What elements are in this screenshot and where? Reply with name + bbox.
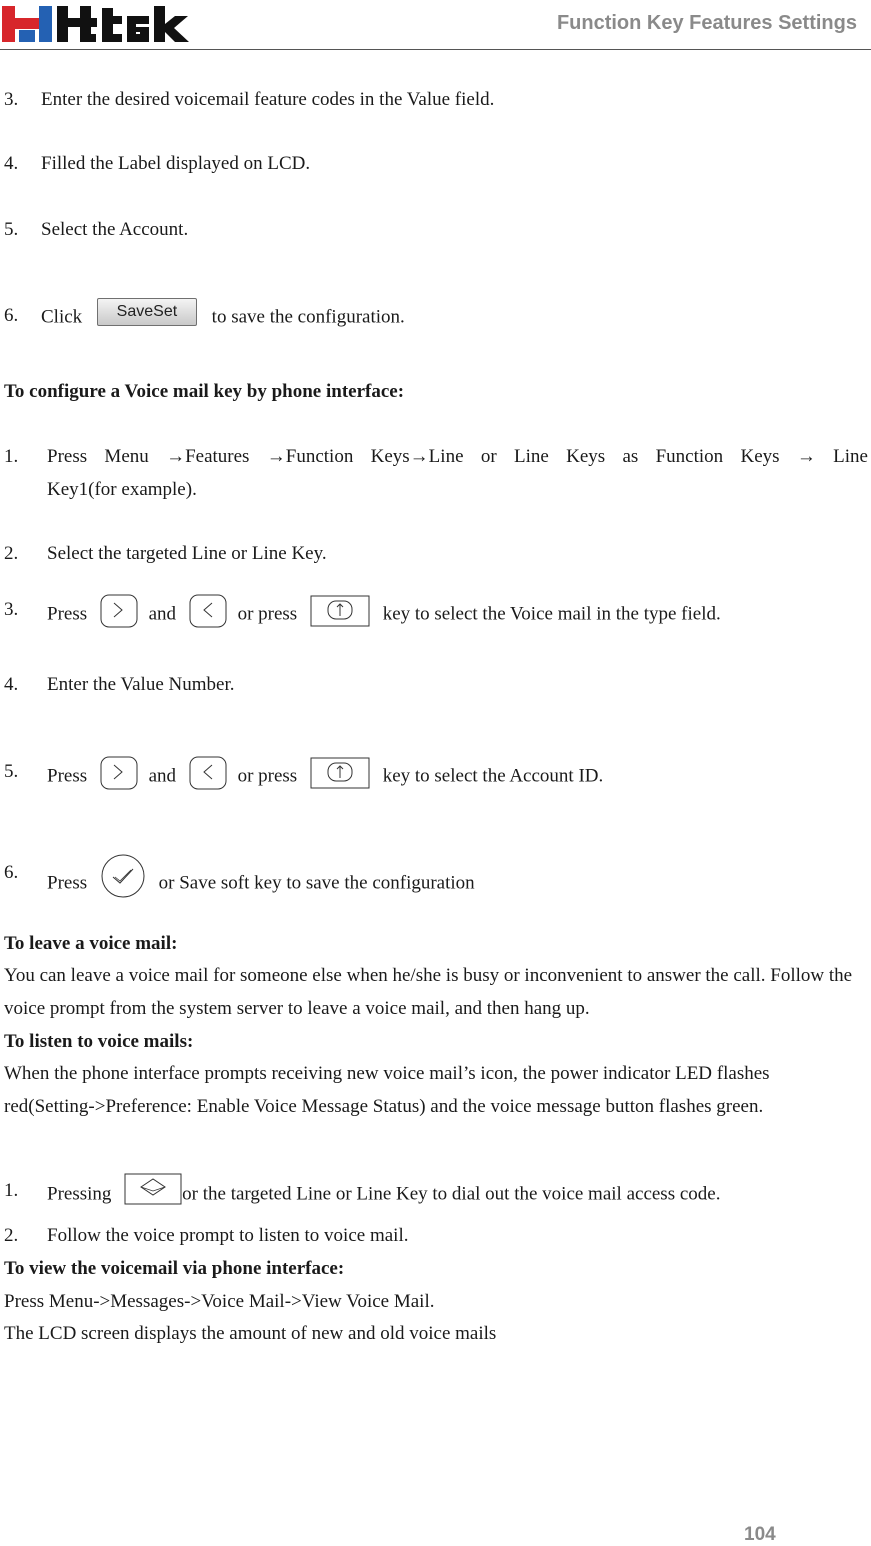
- step-text-line2: Key1(for example).: [47, 479, 197, 500]
- step-text: Enter the desired voicemail feature codes in the Value field.: [41, 89, 495, 110]
- listen-step-2: [4, 1224, 409, 1248]
- step-number: 3.: [4, 599, 19, 620]
- voicemail-key-icon[interactable]: [124, 1173, 182, 1205]
- navigation-key-icon[interactable]: [310, 757, 370, 789]
- step-text-press: Press: [47, 872, 88, 894]
- step-number: 3.: [4, 89, 19, 110]
- view-section-line2: The LCD screen displays the amount of new and old voice mails: [4, 1323, 497, 1344]
- step-text: Select the targeted Line or Line Key.: [47, 543, 327, 564]
- step-text-or-press: or press: [237, 603, 298, 625]
- step-text-post: to save the configuration.: [211, 306, 405, 328]
- step-number: 4.: [4, 153, 19, 174]
- htek-logo: [2, 4, 194, 44]
- step-text: Filled the Label displayed on LCD.: [41, 153, 311, 174]
- phone-step-2: [4, 542, 327, 566]
- step-text-and: and: [148, 765, 177, 787]
- step-number: 6.: [4, 862, 19, 883]
- phone-step-6: [4, 861, 475, 894]
- listen-section-body: When the phone interface prompts receiving new voice mail’s icon, the power indicator LED flashes red(Setting->Preference: Enable Voice Message Status) and the voice message button flashes green.: [4, 1063, 770, 1117]
- step-text-press: Press: [47, 603, 88, 625]
- phone-step-5: [4, 760, 604, 787]
- right-arrow-key-icon[interactable]: [100, 594, 138, 628]
- web-step-5: [4, 218, 189, 242]
- step-number: 5.: [4, 219, 19, 240]
- step-number: 6.: [4, 305, 19, 326]
- web-step-4: [4, 152, 311, 176]
- step-number: 1.: [4, 1180, 19, 1201]
- step-text-and: and: [148, 603, 177, 625]
- phone-step-1: [4, 445, 868, 469]
- saveset-button[interactable]: SaveSet: [97, 298, 197, 326]
- page-number: 104: [744, 1524, 776, 1545]
- step-text-post: key to select the Voice mail in the type field.: [382, 603, 721, 625]
- leave-section-body: You can leave a voice mail for someone else when he/she is busy or inconvenient to answer the call. Follow the voice prompt from the system server to leave a voice mail, and then hang up.: [4, 965, 853, 1019]
- phone-step-4: [4, 673, 235, 697]
- step-text-post: or the targeted Line or Line Key to dial out the voice mail access code.: [182, 1183, 721, 1205]
- listen-section-heading: To listen to voice mails:: [4, 1031, 194, 1052]
- phone-section-heading: To configure a Voice mail key by phone interface:: [4, 381, 405, 402]
- step-text-post: key to select the Account ID.: [382, 765, 604, 787]
- step-number: 2.: [4, 543, 19, 564]
- ok-checkmark-key-icon[interactable]: [100, 853, 146, 899]
- listen-step-1: [4, 1179, 721, 1205]
- left-arrow-key-icon[interactable]: [189, 756, 227, 790]
- step-text-pre: Pressing: [47, 1183, 112, 1205]
- page-header: [0, 0, 871, 50]
- navigation-key-icon[interactable]: [310, 595, 370, 627]
- right-arrow-key-icon[interactable]: [100, 756, 138, 790]
- step-text: Enter the Value Number.: [47, 674, 235, 695]
- step-text: Select the Account.: [41, 219, 189, 240]
- step-text: Follow the voice prompt to listen to voice mail.: [47, 1225, 409, 1246]
- header-title: Function Key Features Settings: [556, 12, 857, 34]
- web-step-6: [4, 303, 405, 328]
- step-text-press: Press: [47, 765, 88, 787]
- step-text-post: or Save soft key to save the configuration: [158, 872, 475, 894]
- step-number: 1.: [4, 446, 19, 467]
- view-section-heading: To view the voicemail via phone interface:: [4, 1258, 345, 1279]
- view-section-line1: Press Menu->Messages->Voice Mail->View Voice Mail.: [4, 1291, 435, 1312]
- phone-step-3: [4, 598, 721, 625]
- step-text-line1: Press Menu →Features →Function Keys→Line or Line Keys as Function Keys → Line: [47, 446, 868, 467]
- left-arrow-key-icon[interactable]: [189, 594, 227, 628]
- step-number: 4.: [4, 674, 19, 695]
- step-text-pre: Click: [41, 306, 83, 328]
- leave-section-heading: To leave a voice mail:: [4, 933, 178, 954]
- step-number: 2.: [4, 1225, 19, 1246]
- step-number: 5.: [4, 761, 19, 782]
- web-step-3: [4, 88, 495, 112]
- step-text-or-press: or press: [237, 765, 298, 787]
